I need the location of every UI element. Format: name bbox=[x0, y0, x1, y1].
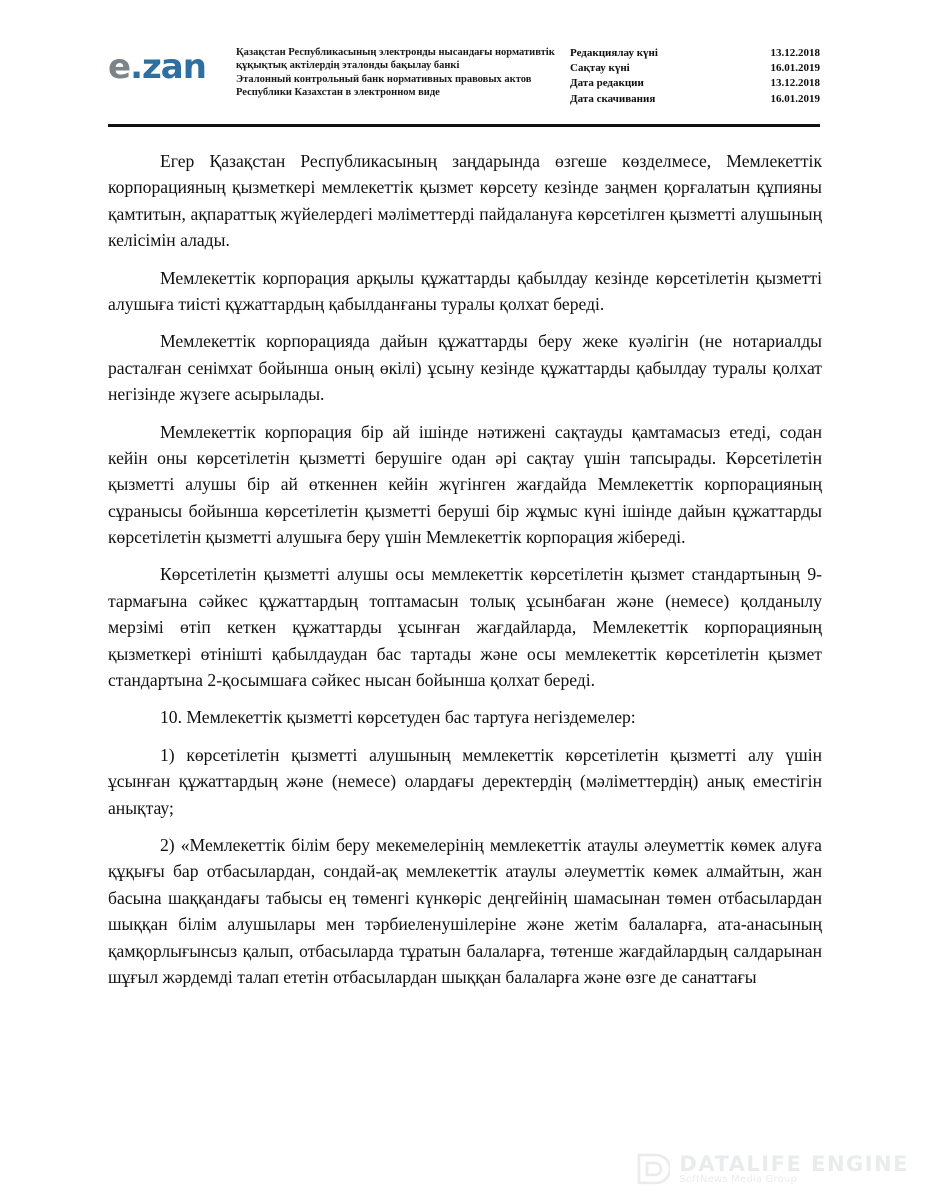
meta-row bbox=[570, 46, 820, 61]
meta-row bbox=[570, 92, 820, 107]
document-body bbox=[108, 148, 822, 1001]
watermark-title: DATALIFE ENGINE bbox=[679, 1151, 909, 1176]
watermark-text bbox=[679, 1153, 909, 1186]
meta-value-save-date-kk: 16.01.2019 bbox=[770, 62, 820, 75]
logo-text-dot: . bbox=[130, 47, 142, 87]
paragraph-clause-10-1: 1) көрсетілетін қызметті алушының мемлекеттік көрсетілетін қызметті алу үшін ұсынған құжаттардың және (немесе) олардағы деректердің (мәліметтердің) анық еместігін анықтау; bbox=[108, 744, 822, 818]
header-meta-table bbox=[570, 44, 820, 107]
meta-label-download-date-ru: Дата скачивания bbox=[570, 92, 656, 105]
header-titles bbox=[236, 44, 570, 100]
header-title-russian: Эталонный контрольный банк нормативных правовых актов Республики Казахстан в электронном виде bbox=[236, 73, 532, 99]
paragraph: Егер Қазақстан Республикасының заңдарында өзгеше көзделмесе, Мемлекеттік корпорацияның қызметкері мемлекеттік қызмет көрсету кезінде заңмен қорғалатын құпияны қамтитын, ақпараттық жүйелердегі мәліметтерді пайдалануға көрсетілген қызметті алушының келісімін алады. bbox=[108, 151, 822, 251]
meta-label-save-date-kk: Сақтау күні bbox=[570, 62, 630, 75]
header-divider bbox=[108, 124, 820, 127]
meta-value-download-date-ru: 16.01.2019 bbox=[770, 92, 820, 105]
paragraph: Көрсетілетін қызметті алушы осы мемлекеттік көрсетілетін қызмет стандартының 9-тармағына сәйкес құжаттардың топтамасын толық ұсынбаған және (немесе) қолданылу мерзімі өтіп кеткен құжаттарды ұсынған жағдайларда, Мемлекеттік корпорацияның қызметкері өтінішті қабылдаудан бас тартады және осы мемлекеттік көрсетілетін қызмет стандартына 2-қосымшаға сәйкес нысан бойынша қолхат береді. bbox=[108, 564, 822, 691]
meta-label-edit-date-ru: Дата редакции bbox=[570, 77, 644, 90]
paragraph-clause-10-2: 2) «Мемлекеттік білім беру мекемелерінің мемлекеттік атаулы әлеуметтік көмек алуға құқығы бар отбасылардан, сондай-ақ мемлекеттік атаулы әлеуметтік көмек алмайтын, жан басына шаққандағы табысы ең төменгі күнкөріс деңгейінің шамасынан төмен отбасылардан шыққан білім алушылары мен тәрбиеленушілеріне және жетім балаларға, ата-анасының қамқорлығынсыз қалып, отбасыларда тұратын балаларға, төтенше жағдайлардың салдарынан шұғыл жәрдемді талап ететін отбасылардан шыққан балаларға және өзге де санаттағы bbox=[108, 834, 822, 987]
meta-label-edit-date-kk: Редакциялау күні bbox=[570, 47, 658, 59]
paragraph: Мемлекеттік корпорацияда дайын құжаттарды беру жеке куәлігін (не нотариалды расталған сенімхат бойынша оның өкілі) ұсыну кезінде құжаттарды қабылдау туралы қолхат негізінде жүзеге асырылады. bbox=[108, 331, 822, 405]
paragraph: Мемлекеттік корпорация арқылы құжаттарды қабылдау кезінде көрсетілетін қызметті алушыға тиісті құжаттардың қабылданғаны туралы қолхат береді. bbox=[108, 267, 822, 314]
logo-text-zan: zan bbox=[141, 47, 206, 87]
watermark-subtitle: SoftNews Media Group bbox=[679, 1173, 797, 1185]
logo-text-e: e bbox=[108, 47, 131, 87]
document-header bbox=[108, 44, 820, 107]
meta-row bbox=[570, 76, 820, 91]
paragraph-clause-10: 10. Мемлекеттік қызметті көрсетуден бас тартуға негіздемелер: bbox=[160, 707, 636, 728]
meta-value-edit-date-ru: 13.12.2018 bbox=[770, 77, 820, 90]
meta-value-edit-date-kk: 13.12.2018 bbox=[770, 47, 820, 59]
paragraph: Мемлекеттік корпорация бір ай ішінде нәтижені сақтауды қамтамасыз етеді, содан кейін оны көрсетілетін қызметті берушіге одан әрі сақтау үшін тапсырады. Көрсетілетін қызметті алушы бір ай өткеннен кейін жүгінген жағдайда Мемлекеттік корпорацияның сұранысы бойынша көрсетілетін қызметті беруші бір жұмыс күні ішінде дайын құжаттарды көрсетілетін қызметті алушыға беру үшін Мемлекеттік корпорация жібереді. bbox=[108, 421, 822, 548]
datalife-engine-logo-icon bbox=[636, 1152, 670, 1186]
datalife-engine-watermark bbox=[636, 1152, 909, 1186]
meta-row bbox=[570, 61, 820, 76]
ezan-logo bbox=[108, 44, 236, 87]
header-title-kazakh: Қазақстан Республикасының электронды нысандағы нормативтік құқықтық актілердің эталонды бақылау банкі bbox=[236, 47, 555, 72]
